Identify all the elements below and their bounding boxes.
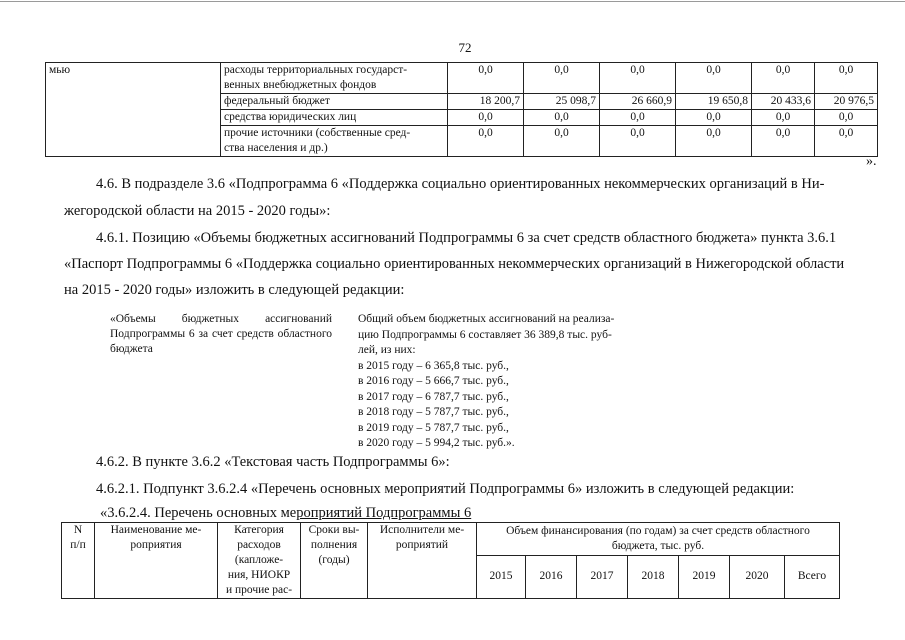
row-label: венных внебюджетных фондов (224, 79, 377, 91)
header-cell (95, 523, 218, 599)
budget-position-label: «Объемы бюджетных ассигнований Подпрограммы 6 за счет средств областного бюджета (110, 313, 332, 355)
table-cell: 18 200,7 (448, 94, 524, 110)
table-cell: средства юридических лиц (221, 110, 448, 126)
section-title (100, 505, 471, 522)
header-text: роприятий (395, 539, 449, 551)
header-text: Наименование ме- (110, 524, 202, 536)
table-cell: 26 660,9 (600, 94, 676, 110)
table-cell: 0,0 (815, 126, 878, 157)
header-cell (301, 523, 368, 599)
year-cell: 2015 (477, 555, 526, 598)
table-cell: 0,0 (676, 126, 752, 157)
header-text: бюджета, тыс. руб. (611, 539, 705, 552)
table-cell (221, 126, 448, 157)
year-cell: 2019 (679, 555, 730, 598)
header-text: п/п (70, 539, 86, 551)
table-cell: 0,0 (676, 110, 752, 126)
paragraph-line: 4.6. В подразделе 3.6 «Подпрограмма 6 «Поддержка социально ориентированных некоммерческих организаций в Ни- (96, 176, 825, 192)
header-text: Сроки вы- (308, 524, 360, 536)
table-cell: 0,0 (815, 110, 878, 126)
page-number: 72 (458, 40, 472, 55)
year-cell: 2016 (526, 555, 577, 598)
top-rule (0, 1, 905, 2)
header-cell (368, 523, 477, 599)
budget-line: в 2019 году – 5 787,7 тыс. руб., (358, 421, 509, 434)
table-cell: 19 650,8 (676, 94, 752, 110)
table-cell: 0,0 (524, 63, 600, 94)
header-text: полнения (310, 539, 358, 551)
budget-line: в 2015 году – 6 365,8 тыс. руб., (358, 359, 509, 372)
table-cell: 20 433,6 (752, 94, 815, 110)
table-cell: 25 098,7 (524, 94, 600, 110)
table-cell: 0,0 (524, 126, 600, 157)
header-text: роприятия (130, 539, 182, 551)
table-cell: 0,0 (600, 63, 676, 94)
row-label: прочие источники (собственные сред- (224, 127, 411, 139)
header-cell (477, 523, 840, 556)
paragraph-line: 4.6.2.1. Подпункт 3.6.2.4 «Перечень основных мероприятий Подпрограммы 6» изложить в следующей редакции: (96, 481, 795, 497)
section-title-part: «3.6.2.4. Перечень основных ме (100, 505, 297, 521)
year-cell: Всего (785, 555, 840, 598)
table-cell: 0,0 (524, 110, 600, 126)
year-cell: 2017 (577, 555, 628, 598)
budget-line: лей, из них: (358, 344, 416, 356)
header-text: ния, НИОКР (227, 569, 291, 581)
section-title-part: роприятий Подпрограммы 6 (296, 505, 472, 521)
header-text: Объем финансирования (по годам) за счет средств областного (506, 524, 810, 537)
header-text: N (73, 524, 83, 536)
paragraph-line: 4.6.2. В пункте 3.6.2 «Текстовая часть Подпрограммы 6»: (96, 454, 450, 470)
table-cell: федеральный бюджет (221, 94, 448, 110)
paragraph-line: 4.6.1. Позицию «Объемы бюджетных ассигнований Подпрограммы 6 за счет средств областного бюджета» пункта 3.6.1 (96, 230, 837, 246)
table-cell: 0,0 (752, 126, 815, 157)
paragraph-line: жегородской области на 2015 - 2020 годы»: (64, 203, 331, 219)
plan-table (61, 522, 840, 599)
budget-line: в 2017 году – 6 787,7 тыс. руб., (358, 390, 509, 403)
table-cell: 0,0 (600, 126, 676, 157)
closing-quote-mark: ». (866, 154, 877, 169)
table-row (46, 63, 878, 94)
table-cell: 0,0 (448, 63, 524, 94)
budget-line: в 2016 году – 5 666,7 тыс. руб., (358, 375, 509, 387)
table-cell: 0,0 (448, 126, 524, 157)
table-cell: 0,0 (676, 63, 752, 94)
table-cell: мью (46, 63, 221, 157)
budget-line: в 2018 году – 5 787,7 тыс. руб., (358, 406, 509, 418)
table-cell: 0,0 (448, 110, 524, 126)
header-text: расходов (237, 539, 281, 551)
header-text: Исполнители ме- (379, 524, 465, 536)
budget-line: цию Подпрограммы 6 составляет 36 389,8 тыс. руб- (358, 328, 612, 341)
paragraph-line: «Паспорт Подпрограммы 6 «Поддержка социально ориентированных некоммерческих организаций в Нижегородской области (64, 256, 845, 272)
header-cell (218, 523, 301, 599)
table-cell: 20 976,5 (815, 94, 878, 110)
row-label: расходы территориальных государст- (224, 64, 408, 76)
table-cell: 0,0 (600, 110, 676, 126)
budget-line: Общий объем бюджетных ассигнований на реализа- (358, 313, 615, 325)
table-cell (221, 63, 448, 94)
finance-table (45, 62, 878, 157)
table-cell: 0,0 (752, 63, 815, 94)
budget-line: в 2020 году – 5 994,2 тыс. руб.». (358, 437, 515, 449)
header-text: Категория (234, 524, 284, 536)
paragraph-line: на 2015 - 2020 годы» изложить в следующей редакции: (64, 282, 405, 298)
budget-position-value (358, 312, 614, 452)
header-cell (62, 523, 95, 599)
header-text: (капложе- (234, 554, 284, 566)
table-cell: 0,0 (752, 110, 815, 126)
row-label: ства населения и др.) (224, 142, 328, 154)
year-cell: 2020 (730, 555, 785, 598)
header-text: и прочие рас- (225, 584, 293, 596)
header-text: (годы) (318, 554, 350, 566)
table-header-row (62, 523, 840, 556)
year-cell: 2018 (628, 555, 679, 598)
table-cell: 0,0 (815, 63, 878, 94)
